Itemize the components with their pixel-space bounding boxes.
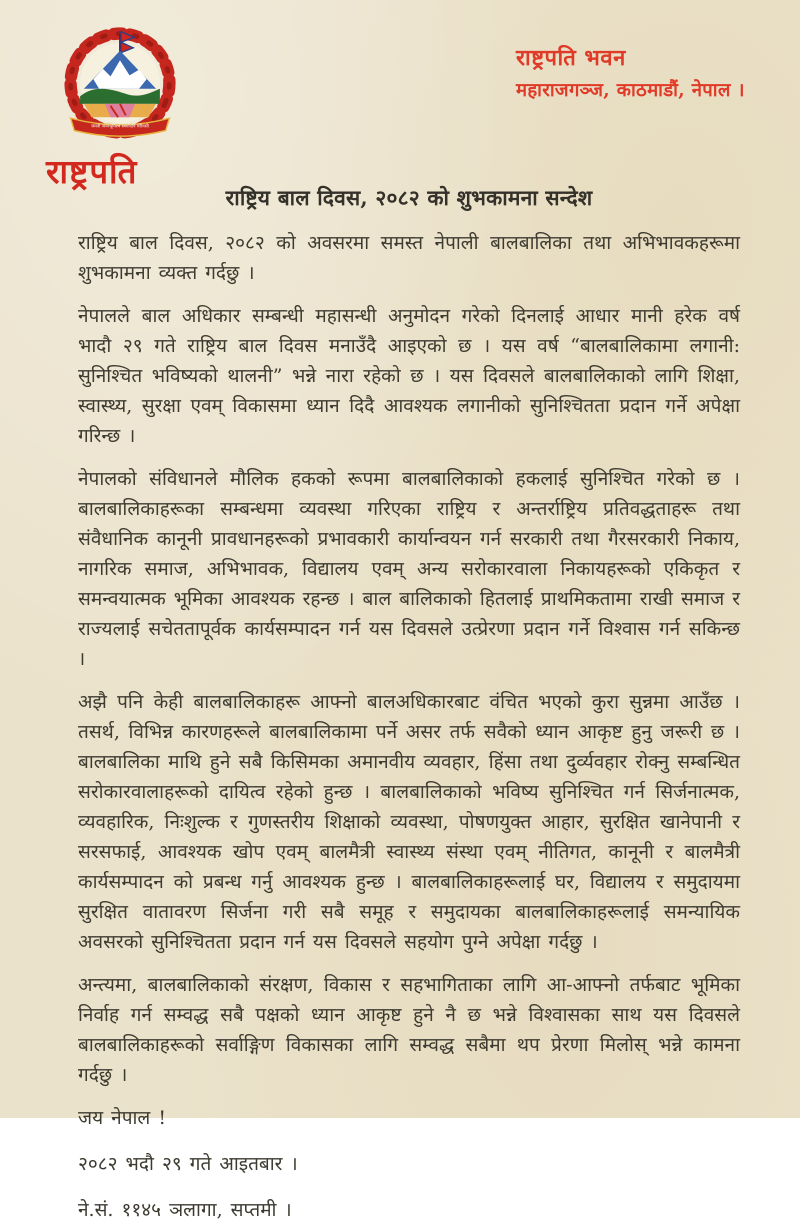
nepal-coat-of-arms-icon: [44, 24, 196, 142]
paragraph-2: नेपालले बाल अधिकार सम्बन्धी महासन्धी अनुमोदन गरेको दिनलाई आधार मानी हरेक वर्ष भादौ २९ गते राष्ट्रिय बाल दिवस मनाउँदै आइएको छ । यस वर्ष “बालबालिकामा लगानी: सुनिश्चित भविष्यको थालनी” भन्ने नारा रहेको छ । यस दिवसले बालबालिकाको लागि शिक्षा, स्वास्थ्य, सुरक्षा एवम् विकासमा ध्यान दिदै आवश्यक लगानीको सुनिश्चितता प्रदान गर्ने अपेक्षा गरिन्छ ।: [78, 305, 740, 447]
emblem-motto-text: जननी जन्मभूमिश्च स्वर्गादपि गरीयसी: [91, 124, 149, 130]
emblem-block: [38, 24, 202, 193]
date-line: २०८२ भदौ २९ गते आइतबार ।: [78, 1153, 298, 1175]
address-block: [516, 42, 745, 102]
address-line-1: राष्ट्रपति भवन: [516, 45, 626, 71]
closing-salutation: जय नेपाल !: [78, 1107, 166, 1129]
paragraph-4: अझै पनि केही बालबालिकाहरू आफ्नो बालअधिकारबाट वंचित भएको कुरा सुन्नमा आउँछ । तसर्थ, विभिन्न कारणहरूले बालबालिकामा पर्ने असर तर्फ सवैको ध्यान आकृष्ट हुनु जरूरी छ । बालबालिका माथि हुने सबै किसिमका अमानवीय व्यवहार, हिंसा तथा दुर्व्यवहार रोक्नु सम्बन्धित सरोकारवालाहरूको दायित्व रहेको हुन्छ । बालबालिकाको भविष्य सुनिश्चित गर्न सिर्जनात्मक, व्यवहारिक, निःशुल्क र गुणस्तरीय शिक्षाको व्यवस्था, पोषणयुक्त आहार, सुरक्षित खानेपानी र सरसफाई, आवश्यक खोप एवम् बालमैत्री स्वास्थ्य संस्था एवम् नीतिगत, कानूनी र बालमैत्री कार्यसम्पादन को प्रबन्ध गर्नु आवश्यक हुन्छ । बालबालिकाहरूलाई घर, विद्यालय र समुदायमा सुरक्षित वातावरण सिर्जना गरी सबै समूह र समुदायका बालबालिकाहरूलाई समन्यायिक अवसरको सुनिश्चितता प्रदान गर्न यस दिवसले सहयोग पुग्ने अपेक्षा गर्दछु ।: [78, 691, 740, 953]
paragraph-5: अन्त्यमा, बालबालिकाको संरक्षण, विकास र सहभागिताका लागि आ-आफ्नो तर्फबाट भूमिका निर्वाह गर्न सम्वद्ध सबै पक्षको ध्यान आकृष्ट हुने नै छ भन्ने विश्वासका साथ यस दिवसले बालबालिकाहरूको सर्वाङ्गिण विकासका लागि सम्वद्ध सबैमा थप प्रेरणा मिलोस् भन्ने कामना गर्दछु ।: [78, 974, 740, 1086]
paragraph-3: नेपालको संविधानले मौलिक हकको रूपमा बालबालिकाको हकलाई सुनिश्चित गरेको छ । बालबालिकाहरूका सम्बन्धमा व्यवस्था गरिएका राष्ट्रिय र अन्तर्राष्ट्रिय प्रतिवद्धताहरू तथा संवैधानिक कानूनी प्रावधानहरूको प्रभावकारी कार्यान्वयन गर्न सरकारी तथा गैरसरकारी निकाय, नागरिक समाज, अभिभावक, विद्यालय एवम् अन्य सरोकारवाला निकायहरूको एकिकृत र समन्वयात्मक भूमिका आवश्यक रहन्छ । बाल बालिकाको हितलाई प्राथमिकतामा राखी समाज र राज्यलाई सचेततापूर्वक कार्यसम्पादन गर्न यस दिवसले उत्प्रेरणा प्रदान गर्ने विश्वास गर्न सकिन्छ ।: [78, 468, 740, 670]
paragraph-1: राष्ट्रिय बाल दिवस, २०८२ को अवसरमा समस्त नेपाली बालबालिका तथा अभिभावकहरूमा शुभकामना व्यक्त गर्दछु ।: [78, 232, 740, 284]
office-label: राष्ट्रपति: [46, 152, 138, 191]
letter-title: राष्ट्रिय बाल दिवस, २०८२ को शुभकामना सन्देश: [225, 185, 593, 210]
address-line-2: महाराजगञ्ज, काठमाडौं, नेपाल ।: [516, 80, 745, 101]
letter-body: [78, 228, 740, 1225]
nepal-sambat-line: ने.सं. ११४५ ञलागा, सप्तमी ।: [78, 1199, 292, 1221]
